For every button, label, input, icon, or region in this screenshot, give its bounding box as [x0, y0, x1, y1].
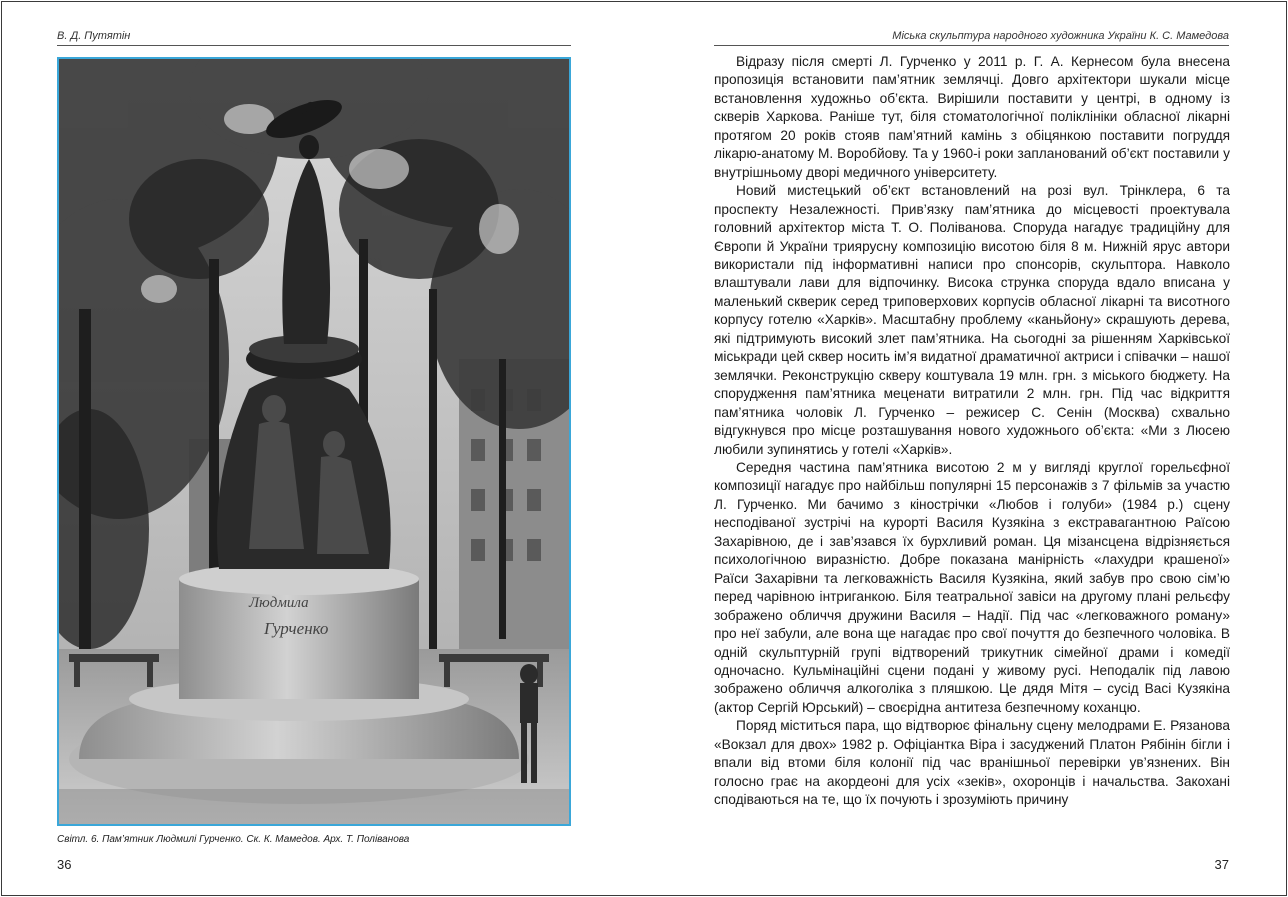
- header-rule: [714, 45, 1229, 46]
- photo-caption: Світл. 6. Пам’ятник Людмилі Гурченко. Ск. К. Мамедов. Арх. Т. Поліванова: [57, 834, 410, 845]
- paragraph-4: Поряд міститься пара, що відтворює фінальну сцену мелодрами Е. Рязанова «Вокзал для двох» 1982 р. Офіціантка Віра і засуджений Платон Рябінін бігли і впали від втоми біля колонії під час вранішньої перевірки ув’язнених. Він голосно грає на акордеоні для усіх «зеків», охоронців і начальства. Закохані сподіваються на те, що їх почують і зрозуміють причину: [714, 718, 1230, 808]
- paragraph-3: Середня частина пам’ятника висотою 2 м у вигляді круглої горельєфної композиції нагадує про найбільш популярні 15 персонажів з 7 фільмів за участю Л. Гурченко. Ми бачимо з кінострічки «Любов і голуби» (1984 р.) сцену несподіваної зустрічі на курорті Василя Кузякіна з екстравагантною Раїсою Захарівною, де і зав’язався їх бурхливий роман. Ця мізансцена відрізняється психологічною виразністю. Добре показана манірність «лахудри крашеної» Раїси Захарівни та легковажність Василя Кузякіна, який забув про свою сім’ю перед чарівною інтриганкою. Біля театральної завіси на другому плані рельєфу зображено обличчя дружини Василя – Надії. Під час «легковажного роману» про неї забули, але вона ще нагадає про свої почуття до безпечного чоловіка. В одній скульптурній групі відтворений трикутник сімейної драми і комедії одночасно. Кульмінаційні сцени подані у живому русі. Неподалік під лавою зображено обличчя алкоголіка з пляшкою. Це дядя Мітя – сусід Васі Кузякіна (актор Сергій Юрський) – своєрідна антитеза безпечному коханцю.: [714, 459, 1230, 715]
- page-number-right: 37: [1214, 857, 1229, 872]
- article-body: [714, 53, 1230, 810]
- running-header-author: В. Д. Путятін: [57, 30, 131, 42]
- right-page: [644, 0, 1288, 897]
- running-header-title: Міська скульптура народного художника України К. С. Мамедова: [892, 30, 1229, 42]
- page-number-left: 36: [57, 857, 72, 872]
- paragraph-1: Відразу після смерті Л. Гурченко у 2011 р. Г. А. Кернесом була внесена пропозиція встановити пам’ятник землячці. Довго архітектори шукали місце встановлення художньо об’єкта. Вирішили поставити у центрі, в одному із скверів Харкова. Раніше тут, біля стоматологічної поліклініки обласної лікарні протягом 20 років стояв пам’ятний камінь з обіцянкою поставити погруддя лікарю-анатому М. Воробйову. Та у 1960-і роки запланований об’єкт поставили у внутрішньому дворі медичного університету.: [714, 54, 1230, 180]
- paragraph-2: Новий мистецький об’єкт встановлений на розі вул. Трінклера, 6 та проспекту Незалежності. Прив’язку пам’ятника до місцевості проектувала головний архітектор міста Т. О. Поліванова. Споруда нагадує традиційну для Європи й України триярусну композицію висотою біля 8 м. Нижній ярус автори використали під інформативні написи про спонсорів, скульптора. Навколо влаштували лави для відпочинку. Висока струнка споруда вдало вписана у маленький скверик серед триповерхових корпусів обласної лікарні та висотного корпусу готелю «Харків». Масштабну проблему «каньйону» скрашують дерева, які підтримують високий злет пам’ятника. На сьогодні за рішенням Харківської міськради цей сквер носить ім’я видатної драматичної актриси і співачки – нашої землячки. Реконструкцію скверу коштувала 19 млн. грн. з міського бюджету. На спорудження пам’ятника меценати витратили 2 млн. грн. Під час відкриття пам’ятника чоловік Л. Гурченко – режисер С. Сенін (Москва) схвально відгукнувся про місце розташування нового художнього об’єкта: «Ми з Люсею любили зупинятись у готелі «Харків».: [714, 183, 1230, 457]
- pedestal-inscription-line1: Людмила: [249, 595, 309, 611]
- pedestal-inscription-line2: Гурченко: [264, 619, 329, 638]
- header-rule: [57, 45, 571, 46]
- monument-photo: [57, 57, 571, 826]
